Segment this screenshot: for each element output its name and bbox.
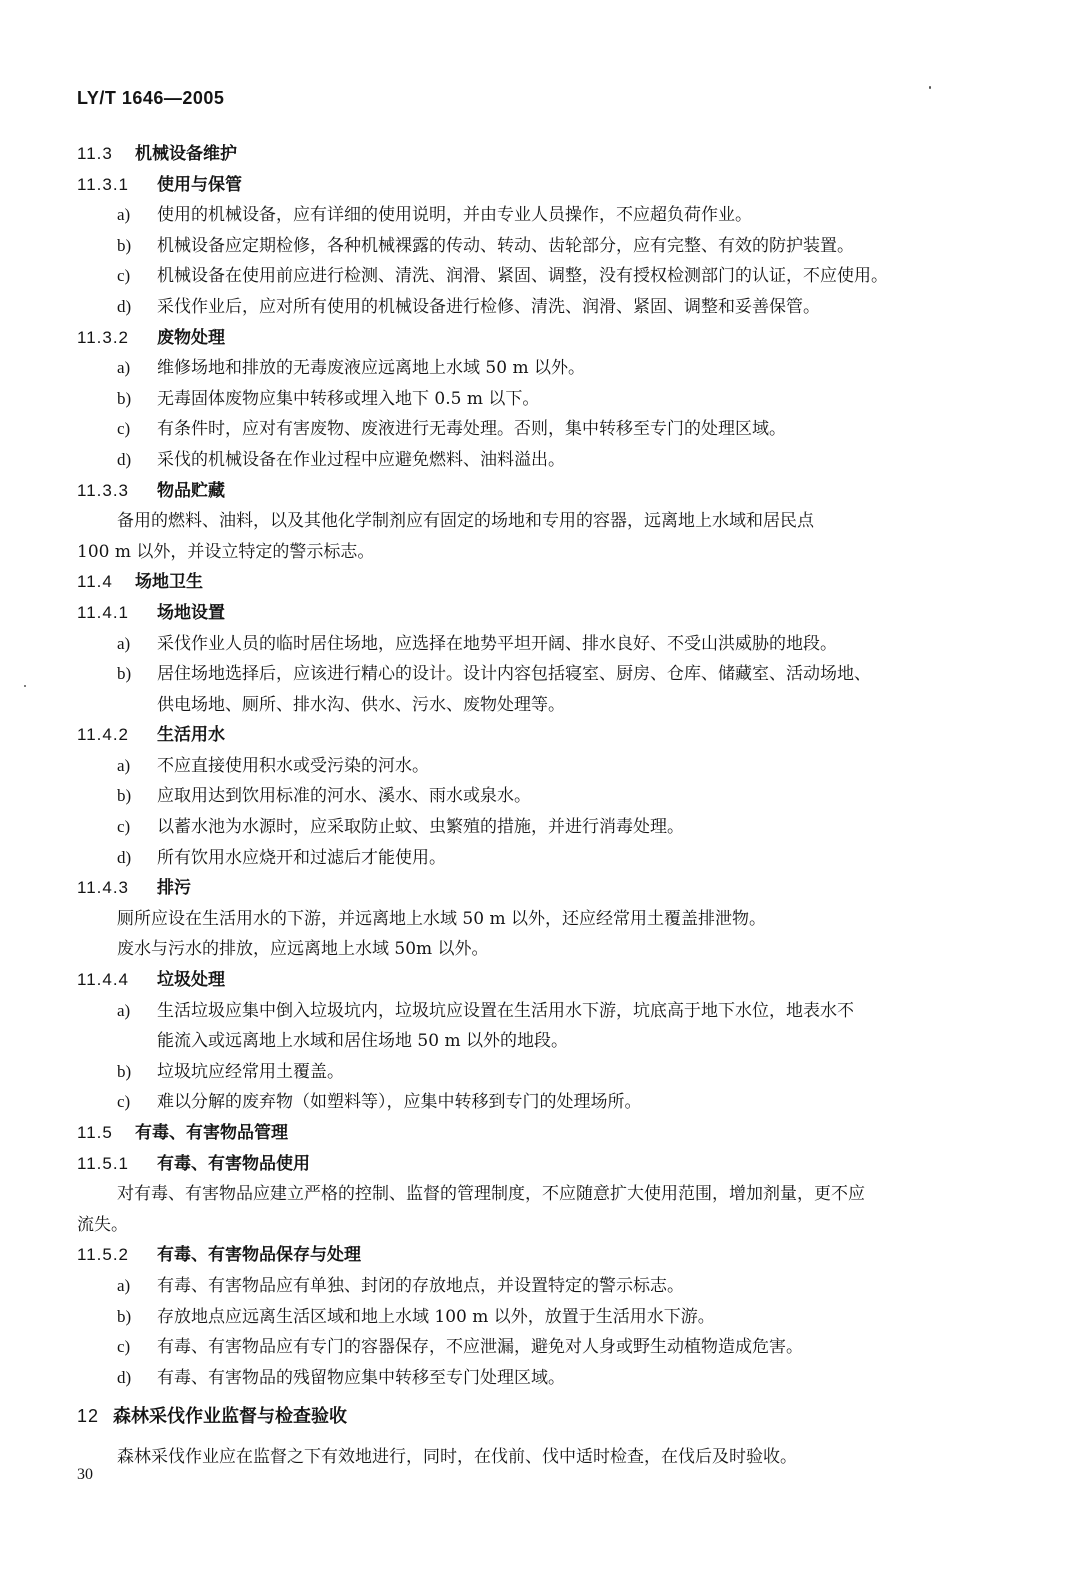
list-marker: c) bbox=[117, 1337, 131, 1357]
list-marker: a) bbox=[117, 1000, 131, 1020]
heading-number: 11.5 bbox=[77, 1123, 113, 1142]
heading-number: 11.3.2 bbox=[77, 327, 130, 347]
list-marker: a) bbox=[117, 1275, 131, 1295]
chapter-heading bbox=[77, 1401, 982, 1432]
list-item bbox=[77, 1087, 982, 1118]
subsection-heading bbox=[77, 873, 982, 904]
list-item-text: 维修场地和排放的无毒废液应远离地上水域 50 m 以外。 bbox=[157, 358, 585, 379]
subsection-heading bbox=[77, 1240, 982, 1271]
subsection-heading bbox=[77, 170, 982, 201]
heading-title: 有毒、有害物品保存与处理 bbox=[157, 1245, 361, 1266]
list-item bbox=[77, 261, 982, 292]
list-item bbox=[77, 1057, 982, 1088]
heading-number: 11.3.1 bbox=[77, 174, 130, 194]
list-item bbox=[77, 659, 982, 690]
list-marker: d) bbox=[117, 296, 132, 316]
scan-speck bbox=[24, 685, 26, 687]
heading-title: 使用与保管 bbox=[157, 174, 242, 195]
heading-title: 森林采伐作业监督与检查验收 bbox=[113, 1406, 347, 1428]
standard-code: LY/T 1646—2005 bbox=[77, 88, 225, 108]
heading-number: 11.5.1 bbox=[77, 1153, 130, 1173]
heading-title: 排污 bbox=[157, 878, 191, 899]
heading-number: 11.3 bbox=[77, 144, 113, 163]
subsection-heading bbox=[77, 476, 982, 507]
list-item-text: 采伐作业人员的临时居住场地，应选择在地势平坦开阔、排水良好、不受山洪威胁的地段。 bbox=[157, 633, 837, 654]
paragraph: 厕所应设在生活用水的下游，并远离地上水域 50 m 以外，还应经常用土覆盖排泄物。 bbox=[117, 908, 766, 929]
list-item bbox=[77, 231, 982, 262]
heading-number: 11.5.2 bbox=[77, 1245, 130, 1265]
list-marker: a) bbox=[117, 755, 131, 775]
list-item bbox=[77, 629, 982, 660]
list-item-text: 有毒、有害物品应有专门的容器保存，不应泄漏，避免对人身或野生动植物造成危害。 bbox=[157, 1337, 803, 1358]
heading-number: 11.4.2 bbox=[77, 725, 130, 745]
list-item bbox=[77, 1332, 982, 1363]
scan-speck bbox=[929, 86, 931, 89]
paragraph: 对有毒、有害物品应建立严格的控制、监督的管理制度，不应随意扩大使用范围，增加剂量，更不应 bbox=[117, 1184, 865, 1205]
heading-title: 物品贮藏 bbox=[157, 480, 225, 501]
list-item-continuation: 能流入或远离地上水域和居住场地 50 m 以外的地段。 bbox=[157, 1031, 568, 1052]
list-item bbox=[77, 414, 982, 445]
subsection-heading bbox=[77, 1149, 982, 1180]
heading-title: 机械设备维护 bbox=[135, 144, 237, 164]
list-item bbox=[77, 1302, 982, 1333]
list-item-text: 所有饮用水应烧开和过滤后才能使用。 bbox=[157, 847, 446, 868]
list-marker: a) bbox=[117, 633, 131, 653]
list-item-text: 机械设备在使用前应进行检测、清洗、润滑、紧固、调整，没有授权检测部门的认证，不应使用。 bbox=[157, 266, 888, 287]
list-item-text: 难以分解的废弃物（如塑料等），应集中转移到专门的处理场所。 bbox=[157, 1092, 642, 1113]
paragraph: 备用的燃料、油料，以及其他化学制剂应有固定的场地和专用的容器，远离地上水域和居民点 bbox=[117, 511, 814, 532]
heading-number: 11.4.1 bbox=[77, 602, 130, 622]
subsection-heading bbox=[77, 323, 982, 354]
list-item bbox=[77, 843, 982, 874]
paragraph-continuation: 100 m 以外，并设立特定的警示标志。 bbox=[77, 541, 375, 562]
page-number: 30 bbox=[77, 1466, 93, 1483]
list-item-text: 垃圾坑应经常用土覆盖。 bbox=[157, 1061, 344, 1082]
list-marker: c) bbox=[117, 419, 131, 439]
list-item-text: 机械设备应定期检修，各种机械裸露的传动、转动、齿轮部分，应有完整、有效的防护装置。 bbox=[157, 235, 854, 256]
list-marker: d) bbox=[117, 847, 132, 867]
subsection-heading bbox=[77, 720, 982, 751]
heading-number: 11.4 bbox=[77, 572, 113, 592]
heading-title: 有毒、有害物品使用 bbox=[157, 1153, 310, 1174]
subsection-heading bbox=[77, 598, 982, 629]
heading-number: 11.4.3 bbox=[77, 878, 130, 898]
paragraph: 废水与污水的排放，应远离地上水域 50m 以外。 bbox=[117, 939, 489, 960]
list-item bbox=[77, 445, 982, 476]
list-item-text: 生活垃圾应集中倒入垃圾坑内，垃圾坑应设置在生活用水下游，坑底高于地下水位，地表水不 bbox=[157, 1000, 854, 1021]
section-heading bbox=[77, 1118, 982, 1149]
list-item-text: 采伐的机械设备在作业过程中应避免燃料、油料溢出。 bbox=[157, 449, 565, 470]
list-item-text: 应取用达到饮用标准的河水、溪水、雨水或泉水。 bbox=[157, 786, 531, 807]
list-marker: b) bbox=[117, 786, 132, 806]
list-item-text: 采伐作业后，应对所有使用的机械设备进行检修、清洗、润滑、紧固、调整和妥善保管。 bbox=[157, 296, 820, 317]
list-item bbox=[77, 1271, 982, 1302]
list-item bbox=[77, 1363, 982, 1394]
list-item bbox=[77, 812, 982, 843]
list-item-text: 有毒、有害物品应有单独、封闭的存放地点，并设置特定的警示标志。 bbox=[157, 1275, 684, 1296]
list-item-text: 居住场地选择后，应该进行精心的设计。设计内容包括寝室、厨房、仓库、储藏室、活动场地、 bbox=[157, 664, 871, 685]
paragraph-continuation: 流失。 bbox=[77, 1214, 128, 1235]
list-item-continuation: 供电场地、厕所、排水沟、供水、污水、废物处理等。 bbox=[157, 694, 565, 715]
paragraph: 森林采伐作业应在监督之下有效地进行，同时，在伐前、伐中适时检查，在伐后及时验收。 bbox=[117, 1446, 797, 1467]
list-marker: b) bbox=[117, 388, 132, 408]
list-item bbox=[77, 200, 982, 231]
section-heading bbox=[77, 139, 982, 170]
heading-title: 生活用水 bbox=[157, 725, 225, 746]
list-item-text: 无毒固体废物应集中转移或埋入地下 0.5 m 以下。 bbox=[157, 388, 540, 409]
list-item-text: 有毒、有害物品的残留物应集中转移至专门处理区域。 bbox=[157, 1367, 565, 1388]
heading-number: 11.4.4 bbox=[77, 970, 130, 990]
list-item bbox=[77, 751, 982, 782]
heading-title: 场地设置 bbox=[157, 602, 225, 623]
heading-title: 场地卫生 bbox=[135, 572, 203, 593]
list-marker: b) bbox=[117, 664, 132, 684]
subsection-heading bbox=[77, 965, 982, 996]
list-marker: d) bbox=[117, 1367, 132, 1387]
heading-number: 11.3.3 bbox=[77, 480, 130, 500]
list-item bbox=[77, 292, 982, 323]
list-item-text: 使用的机械设备，应有详细的使用说明，并由专业人员操作，不应超负荷作业。 bbox=[157, 205, 752, 226]
heading-title: 废物处理 bbox=[157, 327, 225, 348]
list-item bbox=[77, 996, 982, 1027]
list-item-text: 有条件时，应对有害废物、废液进行无毒处理。否则，集中转移至专门的处理区域。 bbox=[157, 419, 786, 440]
heading-title: 有毒、有害物品管理 bbox=[135, 1123, 288, 1143]
list-marker: b) bbox=[117, 235, 132, 255]
list-marker: b) bbox=[117, 1306, 132, 1326]
list-item bbox=[77, 384, 982, 415]
list-marker: c) bbox=[117, 1092, 131, 1112]
list-marker: c) bbox=[117, 817, 131, 837]
heading-title: 垃圾处理 bbox=[157, 970, 225, 991]
list-marker: c) bbox=[117, 266, 131, 286]
document-body bbox=[77, 139, 982, 1473]
list-item bbox=[77, 353, 982, 384]
list-marker: b) bbox=[117, 1061, 132, 1081]
list-item-text: 以蓄水池为水源时，应采取防止蚊、虫繁殖的措施，并进行消毒处理。 bbox=[157, 817, 684, 838]
section-heading bbox=[77, 567, 982, 598]
list-marker: d) bbox=[117, 449, 132, 469]
list-item bbox=[77, 781, 982, 812]
list-marker: a) bbox=[117, 205, 131, 225]
list-marker: a) bbox=[117, 358, 131, 378]
list-item-text: 存放地点应远离生活区域和地上水域 100 m 以外，放置于生活用水下游。 bbox=[157, 1306, 715, 1327]
list-item-text: 不应直接使用积水或受污染的河水。 bbox=[157, 755, 429, 776]
heading-number: 12 bbox=[77, 1406, 100, 1427]
